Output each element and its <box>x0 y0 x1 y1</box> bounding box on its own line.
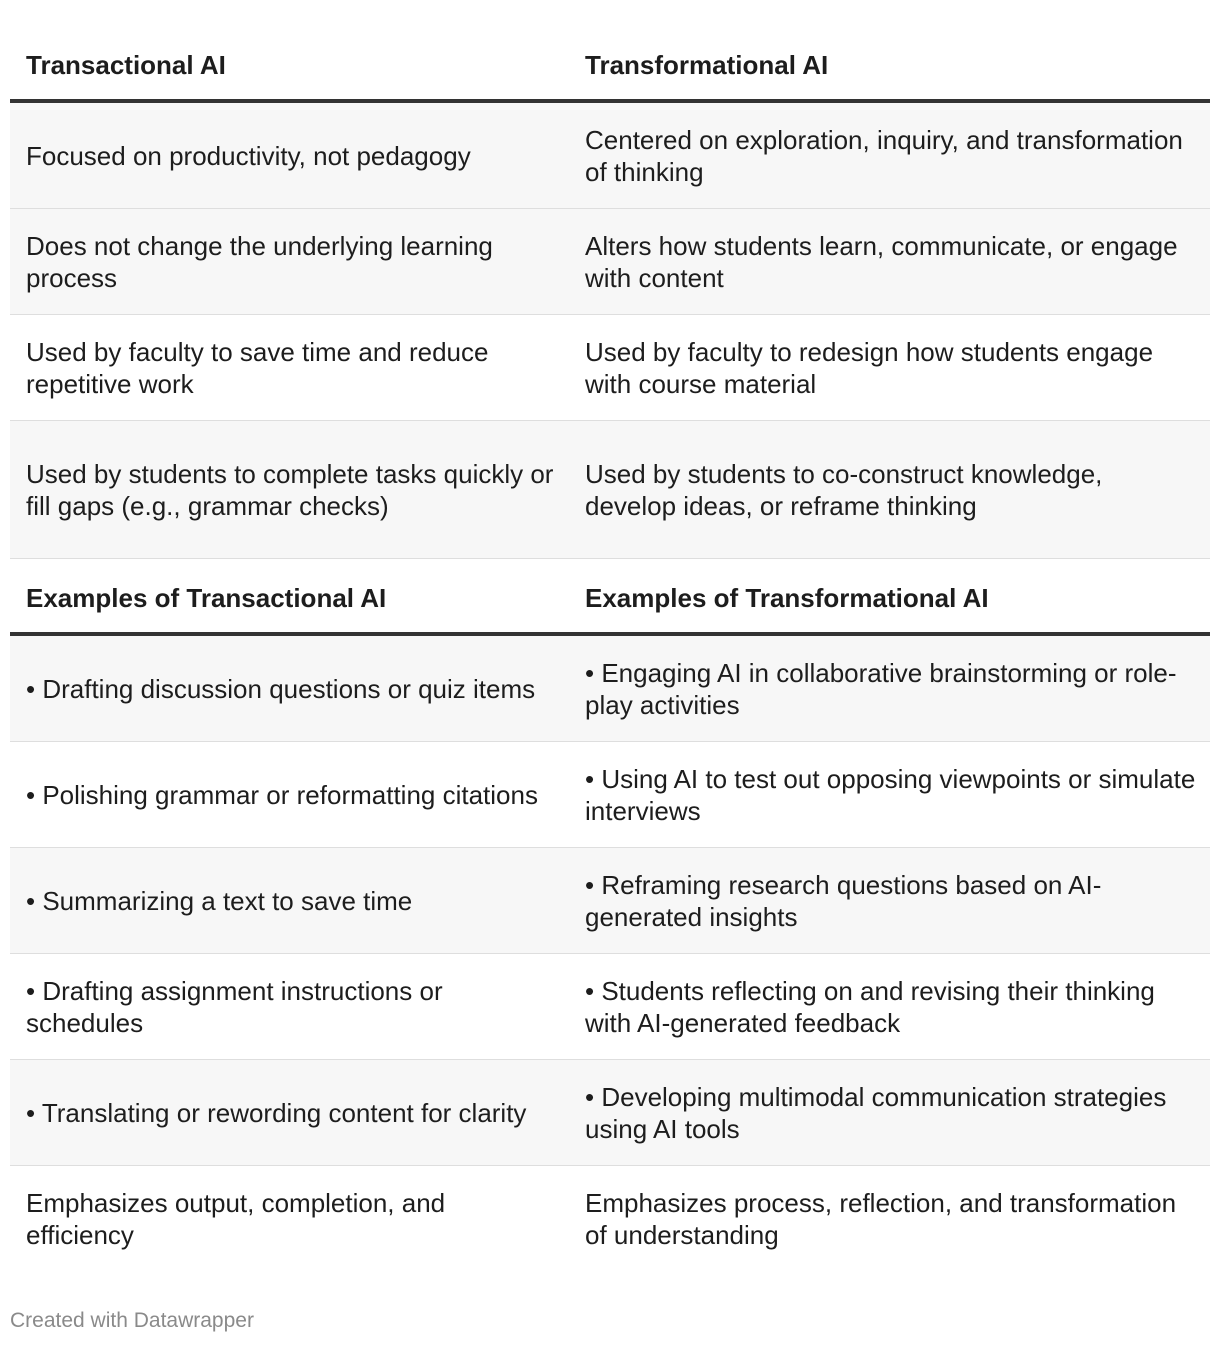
cell-transformational: • Developing multimodal communication strategies using AI tools <box>585 1081 1167 1144</box>
table-row <box>10 1166 1210 1272</box>
cell-transformational: Used by students to co-construct knowledge, develop ideas, or reframe thinking <box>585 458 1103 521</box>
table-row <box>10 421 1210 559</box>
cell-transactional: • Polishing grammar or reformatting citations <box>26 779 538 810</box>
table-row <box>10 103 1210 209</box>
cell-transformational: Emphasizes process, reflection, and transformation of understanding <box>585 1188 1177 1250</box>
table-row <box>10 742 1210 848</box>
table-row <box>10 636 1210 742</box>
cell-transformational: • Engaging AI in collaborative brainstorming or role-play activities <box>585 657 1177 720</box>
cell-transactional: Used by faculty to save time and reduce repetitive work <box>26 336 489 399</box>
table-row <box>10 848 1210 954</box>
datawrapper-credit[interactable]: Created with Datawrapper <box>10 1309 254 1332</box>
table-row <box>10 1060 1210 1166</box>
cell-transformational: • Students reflecting on and revising their thinking with AI-generated feedback <box>585 975 1155 1038</box>
cell-transformational: Alters how students learn, communicate, or engage with content <box>585 230 1178 293</box>
header-transformational: Transformational AI <box>585 50 829 80</box>
cell-transformational: Used by faculty to redesign how students engage with course material <box>585 336 1154 399</box>
cell-transactional: • Drafting discussion questions or quiz items <box>26 673 536 704</box>
cell-transactional: • Drafting assignment instructions or schedules <box>26 975 443 1038</box>
cell-transformational: Centered on exploration, inquiry, and transformation of thinking <box>585 124 1183 187</box>
comparison-table <box>10 26 1210 1272</box>
cell-transactional: Focused on productivity, not pedagogy <box>26 140 471 171</box>
subheader-transformational-examples: Examples of Transformational AI <box>585 583 989 613</box>
table-header-row <box>10 26 1210 103</box>
cell-transformational: • Using AI to test out opposing viewpoints or simulate interviews <box>585 763 1196 826</box>
subheader-transactional-examples: Examples of Transactional AI <box>26 583 387 613</box>
cell-transactional: Emphasizes output, completion, and efficiency <box>26 1188 446 1250</box>
table-row <box>10 209 1210 315</box>
cell-transactional: • Translating or rewording content for clarity <box>26 1097 527 1128</box>
table-row <box>10 954 1210 1060</box>
cell-transactional: Does not change the underlying learning process <box>26 230 493 293</box>
cell-transformational: • Reframing research questions based on AI-generated insights <box>585 869 1102 932</box>
table-row <box>10 315 1210 421</box>
header-transactional: Transactional AI <box>26 50 226 80</box>
cell-transactional: • Summarizing a text to save time <box>26 885 413 916</box>
table-subheader-row <box>10 559 1210 636</box>
cell-transactional: Used by students to complete tasks quickly or fill gaps (e.g., grammar checks) <box>26 458 554 521</box>
